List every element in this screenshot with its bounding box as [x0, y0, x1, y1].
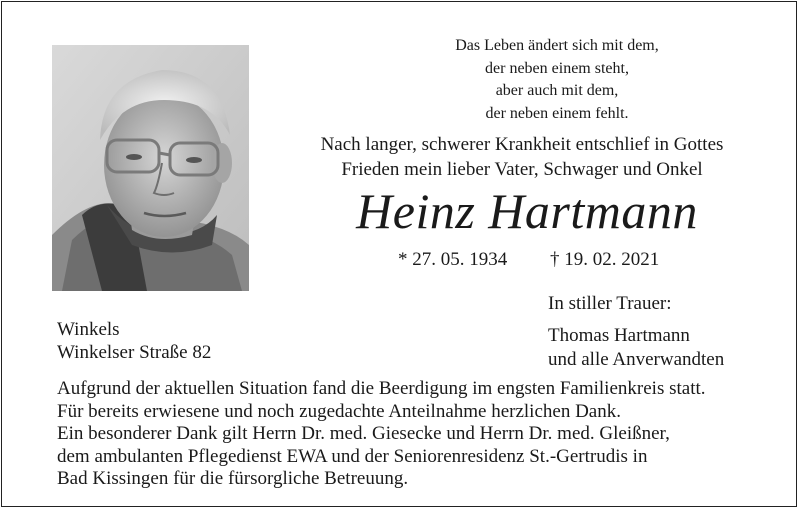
- mourning-block: [548, 292, 778, 373]
- thanks-line: Bad Kissingen für die fürsorgliche Betreuung.: [57, 468, 409, 490]
- poem-line: aber auch mit dem,: [495, 82, 619, 99]
- intro-text: [292, 132, 752, 182]
- poem: [357, 35, 757, 125]
- birth-date: * 27. 05. 1934: [398, 249, 508, 270]
- thanks-line: Ein besonderer Dank gilt Herrn Dr. med. Giesecke und Herrn Dr. med. Gleißner,: [57, 423, 670, 445]
- portrait-image: [52, 45, 249, 291]
- address-block: [57, 318, 317, 364]
- death-date: † 19. 02. 2021: [550, 249, 660, 270]
- poem-line: der neben einem steht,: [485, 59, 629, 77]
- poem-line: Das Leben ändert sich mit dem,: [455, 37, 659, 54]
- thanks-text: [57, 378, 777, 491]
- address-line: Winkelser Straße 82: [57, 342, 212, 363]
- mourner-name: und alle Anverwandten: [548, 349, 725, 370]
- mourner-name: Thomas Hartmann: [548, 324, 690, 346]
- mourning-heading: In stiller Trauer:: [548, 293, 672, 314]
- thanks-line: Für bereits erwiesene und noch zugedachte Anteilnahme herzlichen Dank.: [57, 400, 621, 422]
- poem-line: der neben einem fehlt.: [485, 104, 629, 122]
- thanks-line: dem ambulanten Pflegedienst EWA und der Seniorenresidenz St.-Gertrudis in: [57, 445, 648, 467]
- intro-line: Frieden mein lieber Vater, Schwager und Onkel: [341, 159, 703, 180]
- intro-line: Nach langer, schwerer Krankheit entschlief in Gottes: [320, 134, 724, 155]
- address-line: Winkels: [57, 319, 120, 340]
- deceased-name: Heinz Hartmann: [356, 183, 698, 239]
- obituary-notice: [1, 1, 797, 507]
- thanks-line: Aufgrund der aktuellen Situation fand die Beerdigung im engsten Familienkreis statt.: [57, 378, 706, 399]
- portrait-photo: [52, 45, 249, 291]
